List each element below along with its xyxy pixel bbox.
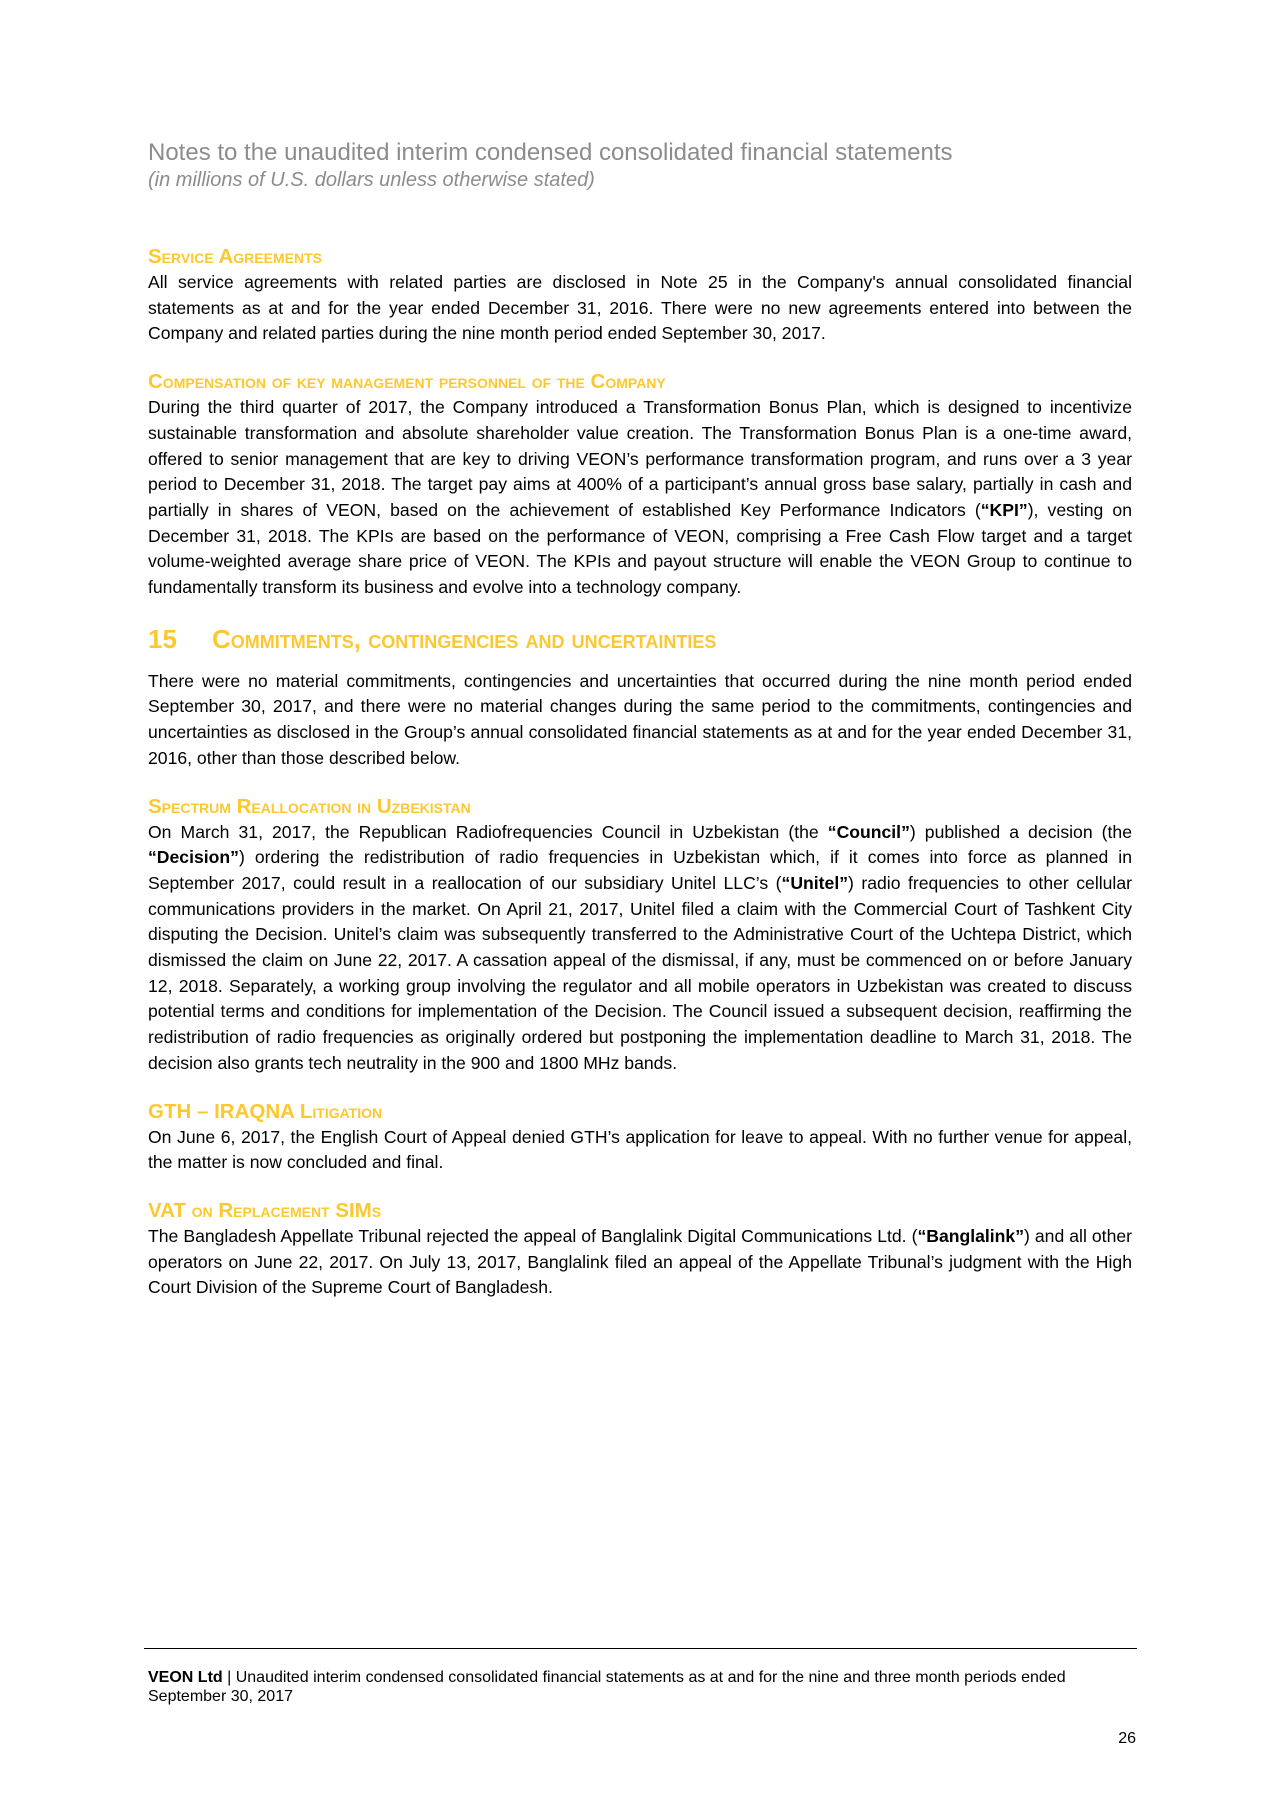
paragraph-text: ) ordering the redistribution of radio frequencies in Uzbekistan which, if it comes into force as planned in September 2017, could result in a reallocation of our subsidiary Unitel LLC’s ( (148, 847, 1132, 893)
page-number: 26 (1118, 1730, 1136, 1747)
paragraph-text: On March 31, 2017, the Republican Radiofrequencies Council in Uzbekistan (the (148, 821, 828, 842)
paragraph-text: The Bangladesh Appellate Tribunal rejected the appeal of Banglalink Digital Communications Ltd. ( (148, 1225, 918, 1246)
paragraph-text: During the third quarter of 2017, the Company introduced a Transformation Bonus Plan, which is designed to incentivize sustainable transformation and absolute shareholder value creation. The Transformation Bonus Plan is a one-time award, offered to senior management that are key to driving VEON’s performance transformation program, and runs over a 3 year period to December 31, 2018. The target pay aims at 400% of a participant’s annual gross base salary, partially in cash and partially in shares of VEON, based on the achievement of established Key Performance Indicators ( (148, 397, 1132, 520)
defined-term-decision: “Decision” (148, 847, 239, 868)
defined-term-council: “Council” (827, 821, 910, 842)
footer-text: Unaudited interim condensed consolidated financial statements as at and for the nine and three month periods ended September 30, 2017 (148, 1669, 1066, 1705)
defined-term-unitel: “Unitel” (781, 872, 848, 893)
footer-separator: | (222, 1669, 236, 1686)
paragraph-text: ) published a decision (the (909, 821, 1132, 842)
note-heading (148, 623, 1132, 655)
paragraph (148, 820, 1132, 1077)
page-header (148, 139, 953, 193)
page-subtitle: (in millions of U.S. dollars unless otherwise stated) (148, 169, 595, 191)
note-number: 15 (148, 623, 177, 654)
paragraph (148, 1224, 1132, 1301)
section-heading: Compensation of key management personnel of the Company (148, 370, 666, 394)
paragraph: There were no material commitments, contingencies and uncertainties that occurred during the nine month period ended September 30, 2017, and there were no material changes during the same period to the commitments, contingencies and uncertainties as disclosed in the Group’s annual consolidated financial statements as at and for the year ended December 31, 2016, other than those described below. (148, 670, 1132, 768)
section-heading: Service Agreements (148, 245, 322, 268)
defined-term-banglalink: “Banglalink” (917, 1225, 1024, 1246)
section-heading: GTH – IRAQNA Litigation (148, 1099, 383, 1123)
paragraph: On June 6, 2017, the English Court of Appeal denied GTH’s application for leave to appeal. With no further venue for appeal, the matter is now concluded and final. (148, 1126, 1132, 1173)
paragraph (148, 395, 1132, 601)
section-compensation (148, 369, 1132, 601)
footer-company: VEON Ltd (148, 1669, 223, 1686)
section-heading: VAT on Replacement SIMs (148, 1198, 382, 1222)
section-vat (148, 1198, 1132, 1301)
section-commitments (148, 623, 1132, 772)
section-gth (148, 1099, 1132, 1176)
section-heading: Spectrum Reallocation in Uzbekistan (148, 794, 471, 818)
footer-divider (144, 1648, 1137, 1649)
paragraph-text: ), vesting on December 31, 2018. The KPIs are based on the performance of VEON, comprising a Free Cash Flow target and a target volume-weighted average share price of VEON. The KPIs and payout structure will enable the VEON Group to continue to fundamentally transform its business and evolve into a technology company. (148, 499, 1132, 598)
section-service-agreements (148, 244, 1132, 347)
page-footer (148, 1668, 1108, 1706)
paragraph-text: ) radio frequencies to other cellular communications providers in the market. On April 21, 2017, Unitel filed a claim with the Commercial Court of Tashkent City disputing the Decision. Unitel’s claim was subsequently transferred to the Administrative Court of the Uchtepa District, which dismissed the claim on June 22, 2017. A cassation appeal of the dismissal, if any, must be commenced on or before January 12, 2018. Separately, a working group involving the regulator and all mobile operators in Uzbekistan was created to discuss potential terms and conditions for implementation of the Decision. The Council issued a subsequent decision, reaffirming the redistribution of radio frequencies as originally ordered but postponing the implementation deadline to March 31, 2018. The decision also grants tech neutrality in the 900 and 1800 MHz bands. (148, 872, 1132, 1073)
defined-term-kpi: “KPI” (980, 499, 1028, 520)
paragraph: All service agreements with related parties are disclosed in Note 25 in the Company's annual consolidated financial statements as at and for the year ended December 31, 2016. There were no new agreements entered into between the Company and related parties during the nine month period ended September 30, 2017. (148, 272, 1132, 344)
page-title: Notes to the unaudited interim condensed consolidated financial statements (148, 139, 953, 166)
note-title: Commitments, contingencies and uncertainties (212, 623, 717, 654)
paragraph-text: ) and all other operators on June 22, 2017. On July 13, 2017, Banglalink filed an appeal of the Appellate Tribunal’s judgment with the High Court Division of the Supreme Court of Bangladesh. (148, 1225, 1133, 1298)
document-body (148, 244, 1132, 1323)
section-spectrum (148, 794, 1132, 1077)
